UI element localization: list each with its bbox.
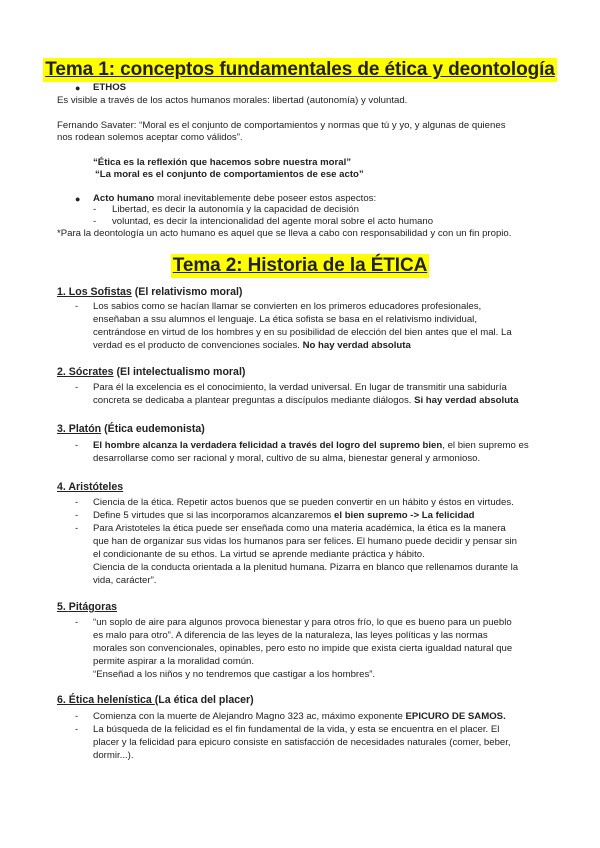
sofistas-line-3: centrándose en virtud de los hombres y en su posibilidad de elección del bien antes que el mal. La [93, 327, 512, 338]
quote-ethics: “Ética es la reflexión que hacemos sobre nuestra moral” [93, 157, 352, 168]
aristoteles-item-3-line-3: el condicionante de su ethos. La virtud se aprende mediante práctica y hábito. [93, 549, 425, 560]
tema1-title: Tema 1: conceptos fundamentales de ética y deontología [45, 59, 555, 80]
dash-icon: - [93, 204, 97, 215]
acto-humano-rest: moral inevitablemente debe poseer estos aspectos: [154, 193, 377, 204]
savater-line-2: nos rodean solemos aceptar como válidos”. [57, 132, 243, 143]
pitagoras-line-2: es malo para otro”. A diferencia de las leyes de la naturaleza, las leyes políticas y las normas [93, 630, 488, 641]
dash-icon: - [75, 510, 79, 521]
dash-icon: - [75, 724, 79, 735]
pitagoras-line-5: “Enseñad a los niños y no tendremos que castigar a los hombres”. [93, 669, 376, 680]
section-sofistas-heading: 1. Los Sofistas (El relativismo moral) [57, 286, 243, 298]
dash-icon: - [93, 216, 97, 227]
section-helenistica-heading: 6. Ética helenística (La ética del placer) [57, 694, 254, 706]
bullet-icon: ● [75, 83, 81, 93]
aristoteles-item-3-line-1: Para Aristoteles la ética puede ser enseñada como una materia académica, la ética es la manera [93, 523, 506, 534]
helenistica-item-2-line-3: dormir...). [93, 750, 134, 761]
aristoteles-item-3-line-2: que han de organizar sus vidas los humanos para ser felices. El humano puede decidir y pensar sin [93, 536, 517, 547]
aspect-libertad: Libertad, es decir la autonomía y la capacidad de decisión [112, 204, 359, 215]
aristoteles-item-2: Define 5 virtudes que si las incorporamos alcanzaremos el bien supremo -> La felicidad [93, 510, 475, 521]
aspect-voluntad: voluntad, es decir la intencionalidad del agente moral sobre el acto humano [112, 216, 434, 227]
socrates-line-2: concreta se dedicaba a plantear preguntas a discípulos mediante diálogos. Si hay verdad absoluta [93, 395, 519, 406]
pitagoras-line-4: permite aspirar a la moralidad común. [93, 656, 255, 667]
section-socrates-heading: 2. Sócrates (El intelectualismo moral) [57, 366, 246, 378]
aristoteles-item-3-line-4: Ciencia de la conducta orientada a la plenitud humana. Pizarra en blanco que rellenamos durante la [93, 562, 519, 573]
helenistica-item-2-line-1: La búsqueda de la felicidad es el fin fundamental de la vida, y esta se encuentra en el placer. El [93, 724, 500, 735]
section-pitagoras-heading: 5. Pitágoras [57, 601, 118, 613]
ethos-text: Es visible a través de los actos humanos morales: libertad (autonomía) y voluntad. [57, 95, 408, 106]
dash-icon: - [75, 440, 79, 451]
sofistas-line-4: verdad es el producto de convenciones sociales. No hay verdad absoluta [93, 340, 411, 351]
tema1-heading-wrap [0, 58, 600, 82]
tema2-title: Tema 2: Historia de la ÉTICA [172, 255, 428, 276]
socrates-line-1: Para él la excelencia es el conocimiento, la verdad universal. En lugar de transmitir una sabiduría [93, 382, 507, 393]
quote-moral: “La moral es el conjunto de comportamientos de ese acto” [95, 169, 364, 180]
dash-icon: - [75, 617, 79, 628]
section-aristoteles-heading: 4. Aristóteles [57, 481, 124, 493]
platon-line-2: desarrollarse como ser racional y moral, cultivo de su alma, bienestar general y armonioso. [93, 453, 481, 464]
dash-icon: - [75, 497, 79, 508]
ethos-label: ETHOS [93, 82, 127, 93]
acto-humano-bold: Acto humano [93, 193, 155, 204]
sofistas-line-1: Los sabios como se hacían llamar se convierten en los primeros educadores profesionales, [93, 301, 482, 312]
section-platon-heading: 3. Platón (Ética eudemonista) [57, 423, 205, 435]
helenistica-item-1: Comienza con la muerte de Alejandro Magno 323 ac, máximo exponente EPICURO DE SAMOS. [93, 711, 506, 722]
sofistas-line-2: enseñaban a ssu alumnos el lenguaje. La ética sofista se basa en el relativismo individual, [93, 314, 477, 325]
pitagoras-line-3: morales son convencionales, opinables, pero esto no impide que exista cierta igualdad natural que [93, 643, 513, 654]
dash-icon: - [75, 301, 79, 312]
helenistica-item-2-line-2: placer y la felicidad para epicuro consiste en satisfacción de necesidades naturales (comer, beber, [93, 737, 511, 748]
bullet-icon: ● [75, 194, 81, 204]
aristoteles-item-1: Ciencia de la ética. Repetir actos buenos que se pueden convertir en un hábito y éstos en virtudes. [93, 497, 514, 508]
tema2-heading-wrap [0, 254, 600, 278]
platon-line-1: El hombre alcanza la verdadera felicidad a través del logro del supremo bien, el bien supremo es [93, 440, 529, 451]
pitagoras-line-1: “un soplo de aire para algunos provoca bienestar y para otros frío, lo que es bueno para un pueblo [93, 617, 512, 628]
dash-icon: - [75, 711, 79, 722]
deontologia-note: *Para la deontología un acto humano es aquel que se lleva a cabo con responsabilidad y con un fin propio. [57, 228, 512, 239]
dash-icon: - [75, 382, 79, 393]
aristoteles-item-3-line-5: vida, carácter”. [93, 575, 157, 586]
savater-line-1: Fernando Savater: “Moral es el conjunto de comportamientos y normas que tú y yo, y algunas de quienes [57, 120, 506, 131]
dash-icon: - [75, 523, 79, 534]
